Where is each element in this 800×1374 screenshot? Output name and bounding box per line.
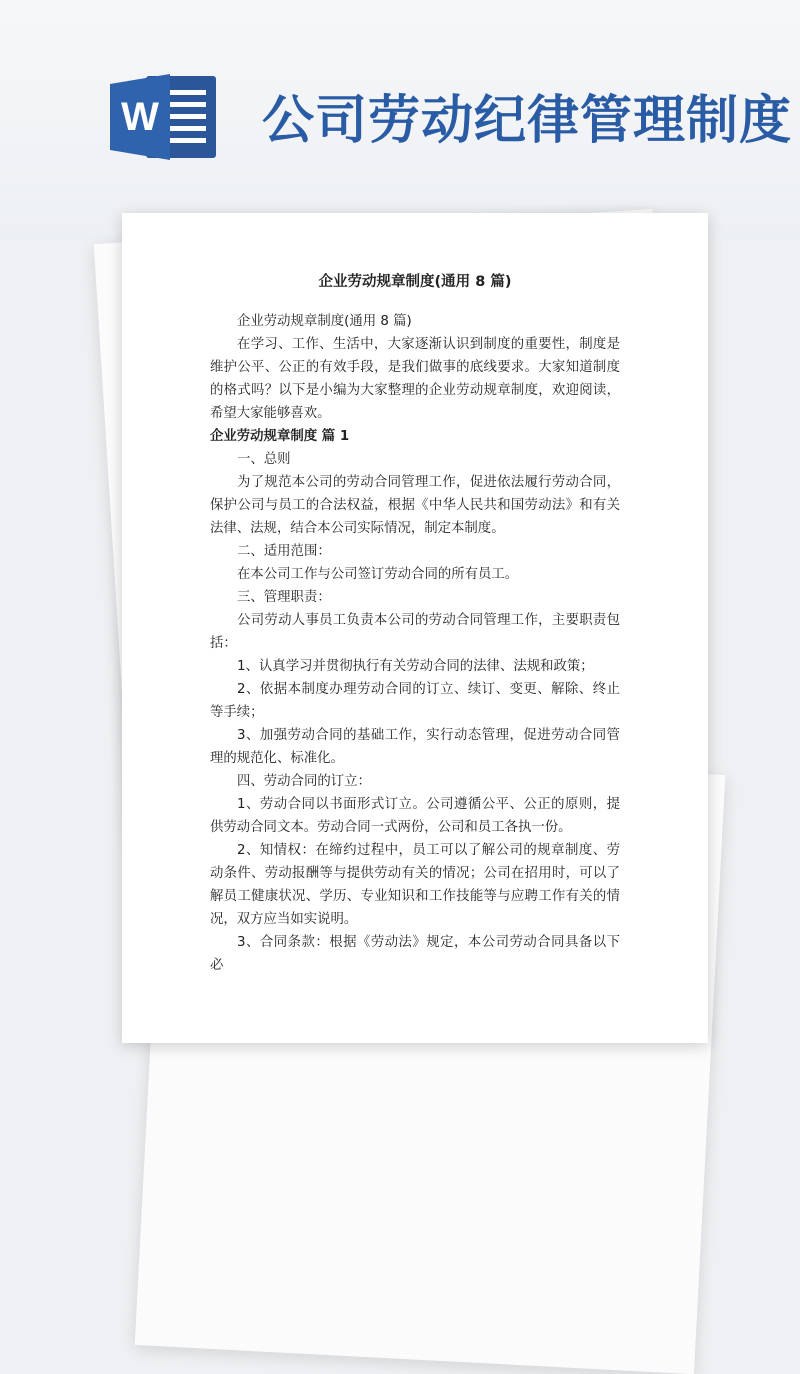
word-document-icon [108, 72, 220, 162]
paragraph: 为了规范本公司的劳动合同管理工作，促进依法履行劳动合同，保护公司与员工的合法权益，根据《中华人民共和国劳动法》和有关法律、法规，结合本公司实际情况，制定本制度。 [210, 475, 620, 536]
paragraph: 2、知情权：在缔约过程中，员工可以了解公司的规章制度、劳动条件、劳动报酬等与提供劳动有关的情况；公司在招用时，可以了解员工健康状况、学历、专业知识和工作技能等与应聘工作有关的情况，双方应当如实说明。 [210, 843, 620, 927]
paragraph: 1、认真学习并贯彻执行有关劳动合同的法律、法规和政策； [237, 659, 594, 674]
paragraph: 在本公司工作与公司签订劳动合同的所有员工。 [237, 567, 519, 582]
document-title: 企业劳动规章制度(通用 8 篇) [318, 274, 512, 290]
paragraph: 1、劳动合同以书面形式订立。公司遵循公平、公正的原则，提供劳动合同文本。劳动合同一式两份，公司和员工各执一份。 [210, 797, 620, 835]
paragraph: 3、合同条款：根据《劳动法》规定，本公司劳动合同具备以下必 [210, 935, 620, 973]
paragraph: 3、加强劳动合同的基础工作，实行动态管理，促进劳动合同管理的规范化、标准化。 [210, 728, 620, 766]
paragraph: 2、依据本制度办理劳动合同的订立、续订、变更、解除、终止等手续； [210, 682, 620, 720]
document-page [122, 213, 708, 1043]
paragraph: 在学习、工作、生活中，大家逐渐认识到制度的重要性，制度是维护公平、公正的有效手段，是我们做事的底线要求。大家知道制度的格式吗？以下是小编为大家整理的企业劳动规章制度，欢迎阅读，希望大家能够喜欢。 [210, 337, 620, 421]
paragraph: 一、总则 [237, 452, 291, 467]
page-title: 公司劳动纪律管理制度 [262, 90, 793, 151]
paragraph: 三、管理职责： [237, 590, 331, 605]
word-logo-letter: W [121, 95, 159, 139]
document-body [210, 271, 620, 977]
paragraph: 四、劳动合同的订立： [237, 774, 371, 789]
paragraph: 企业劳动规章制度(通用 8 篇) [237, 314, 412, 329]
paragraph: 公司劳动人事员工负责本公司的劳动合同管理工作，主要职责包括： [210, 613, 620, 651]
paragraph: 二、适用范围： [237, 544, 331, 559]
section-heading: 企业劳动规章制度 篇 1 [210, 429, 350, 444]
